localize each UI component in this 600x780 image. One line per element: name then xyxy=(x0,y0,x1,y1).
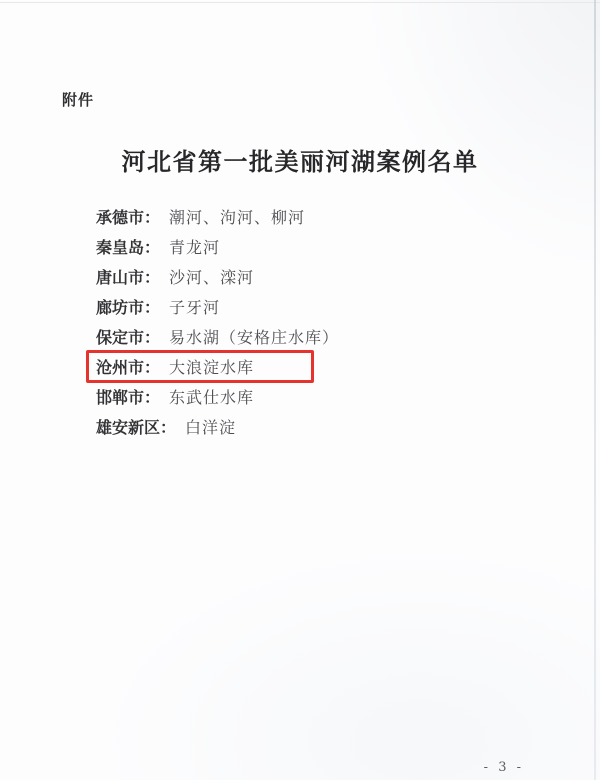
list-item xyxy=(96,203,560,233)
list-item xyxy=(96,353,560,383)
list-item xyxy=(96,413,560,443)
city-label: 廊坊市： xyxy=(96,298,161,317)
page-number: - 3 - xyxy=(483,760,524,775)
city-label: 邯郸市： xyxy=(96,388,161,407)
attachment-label: 附件 xyxy=(62,91,95,109)
city-label: 承德市： xyxy=(96,208,161,227)
list-item xyxy=(96,323,560,353)
scan-edge-top xyxy=(0,2,600,3)
city-label: 唐山市： xyxy=(96,268,161,287)
list-item xyxy=(96,293,560,323)
list-item xyxy=(96,383,560,413)
city-label: 保定市： xyxy=(96,328,161,347)
river-names: 白洋淀 xyxy=(185,418,237,437)
river-names: 沙河、滦河 xyxy=(169,268,255,287)
river-names: 东武仕水库 xyxy=(169,388,255,407)
scan-edge-right xyxy=(594,0,596,780)
city-label: 雄安新区： xyxy=(96,418,177,437)
river-names: 青龙河 xyxy=(169,238,221,257)
list-item xyxy=(96,233,560,263)
river-names: 大浪淀水库 xyxy=(169,358,255,377)
river-names: 子牙河 xyxy=(169,298,221,317)
list-item xyxy=(96,263,560,293)
city-label: 秦皇岛： xyxy=(96,238,161,257)
river-names: 潮河、泃河、柳河 xyxy=(169,208,306,227)
city-label: 沧州市： xyxy=(96,358,161,377)
river-names: 易水湖（安格庄水库） xyxy=(169,328,340,347)
page-title: 河北省第一批美丽河湖案例名单 xyxy=(121,147,479,176)
city-list xyxy=(96,203,560,443)
